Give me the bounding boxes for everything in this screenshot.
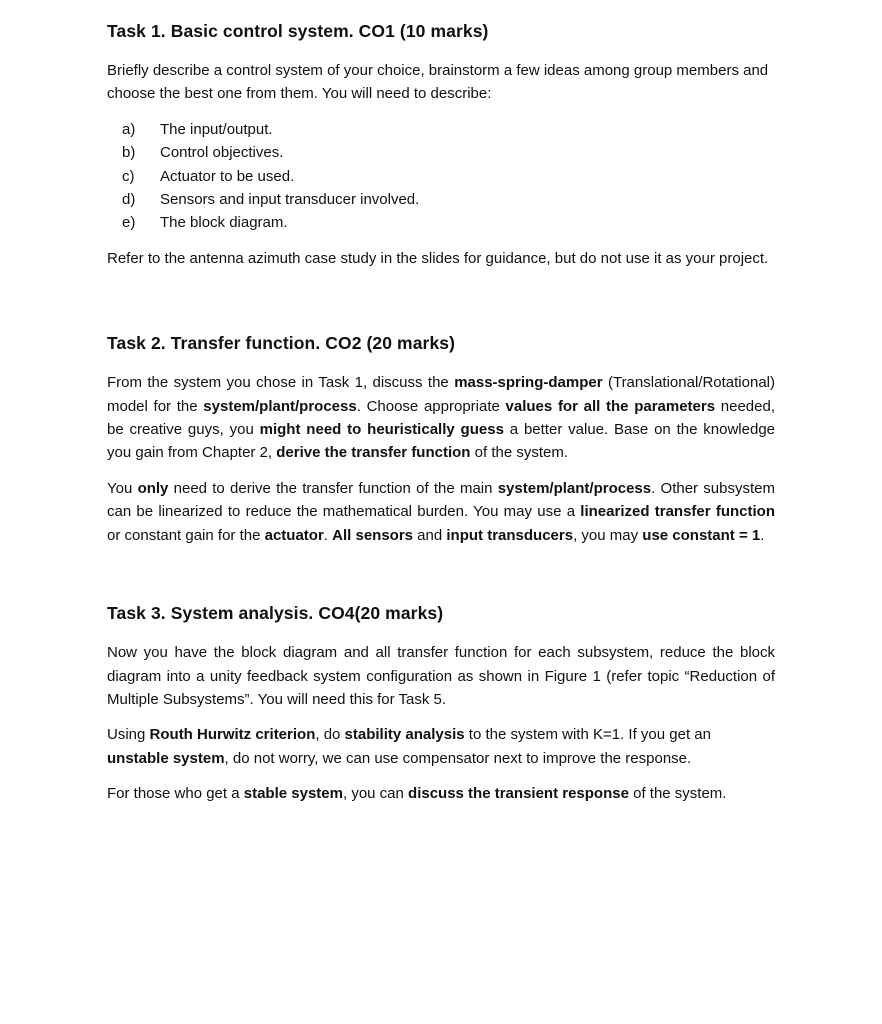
task1-list: [107, 118, 775, 235]
bold-text: linearized transfer function: [580, 503, 775, 521]
bold-text: discuss the transient response: [408, 785, 629, 803]
bold-text: actuator: [264, 526, 324, 544]
task1-heading: Task 1. Basic control system. CO1 (10 marks): [107, 21, 489, 41]
task2-section: [107, 330, 775, 547]
text-run: . Choose appropriate: [356, 397, 506, 415]
task1-section: [107, 18, 775, 270]
text-run: of the system.: [470, 444, 569, 462]
list-marker: b): [122, 144, 136, 162]
bold-text: stability analysis: [344, 726, 465, 744]
text-run: , do: [315, 726, 345, 744]
text-run: .: [323, 526, 333, 544]
text-run: , do not worry, we can use compensator next to improve the response.: [224, 749, 692, 767]
bold-text: might need to heuristically guess: [259, 421, 504, 439]
bold-text: mass-spring-damper: [454, 374, 603, 392]
text-run: need to derive the transfer function of the main: [168, 479, 498, 497]
list-marker: e): [122, 214, 136, 232]
text-run: . Other subsystem can be linearized to reduce the mathematical burden. You may use a: [107, 479, 775, 521]
text-run: Using: [107, 726, 150, 744]
text-run: You: [107, 479, 138, 497]
task1-note: Refer to the antenna azimuth case study in the slides for guidance, but do not use it as your project.: [107, 249, 769, 267]
text-run: , you may: [573, 526, 643, 544]
text-run: Now you have the block diagram and all transfer function for each subsystem, reduce the block diagram into a unity feedback system configuration as shown in Figure 1 (refer topic “Reduction of Multiple Subsystems”. You will need this for Task 5.: [107, 644, 775, 708]
bold-text: system/plant/process: [203, 397, 357, 415]
text-run: , you can: [342, 785, 409, 803]
document-page: [107, 18, 775, 818]
list-item-text: Sensors and input transducer involved.: [160, 191, 420, 209]
text-run: of the system.: [628, 785, 727, 803]
text-run: or constant gain for the: [107, 526, 265, 544]
list-item: [122, 118, 775, 141]
task3-section: [107, 600, 775, 805]
list-item-text: The block diagram.: [160, 214, 288, 232]
list-item: [122, 165, 775, 188]
task2-paragraph-2: [107, 477, 775, 547]
task3-paragraph-3: [107, 782, 775, 805]
bold-text: All sensors: [332, 526, 414, 544]
text-run: (Translational/Rotational) model for the: [107, 374, 775, 415]
bold-text: system/plant/process: [497, 479, 652, 497]
task1-intro: Briefly describe a control system of your choice, brainstorm a few ideas among group members and choose the best one from them. You will need to describe:: [107, 62, 769, 103]
text-run: and: [413, 526, 447, 544]
bold-text: use constant = 1: [642, 526, 761, 544]
bold-text: values for all the parameters: [505, 397, 716, 415]
task2-paragraph-1: [107, 371, 775, 465]
list-item: [122, 141, 775, 164]
list-marker: a): [122, 120, 136, 138]
list-item-text: The input/output.: [160, 120, 273, 138]
text-run: From the system you chose in Task 1, discuss the: [107, 374, 455, 392]
bold-text: only: [137, 479, 169, 497]
bold-text: stable system: [243, 785, 343, 803]
task3-heading: Task 3. System analysis. CO4(20 marks): [107, 603, 444, 624]
bold-text: derive the transfer function: [276, 444, 471, 462]
text-run: needed, be creative guys, you: [107, 397, 775, 439]
bold-text: unstable system: [107, 749, 225, 767]
text-run: a better value. Base on the knowledge you gain from Chapter 2,: [107, 421, 776, 462]
list-item: [122, 211, 775, 234]
list-item: [122, 188, 775, 211]
task3-paragraph-2: [107, 723, 775, 770]
list-marker: c): [122, 167, 135, 185]
text-run: to the system with K=1. If you get an: [464, 726, 711, 744]
task2-heading: Task 2. Transfer function. CO2 (20 marks): [107, 333, 456, 354]
list-item-text: Control objectives.: [160, 144, 284, 162]
text-run: For those who get a: [107, 785, 244, 803]
task3-paragraph-1: [107, 641, 775, 711]
bold-text: Routh Hurwitz criterion: [149, 726, 316, 744]
text-run: .: [760, 526, 765, 544]
list-item-text: Actuator to be used.: [160, 167, 295, 185]
bold-text: input transducers: [446, 526, 574, 544]
list-marker: d): [122, 191, 136, 209]
